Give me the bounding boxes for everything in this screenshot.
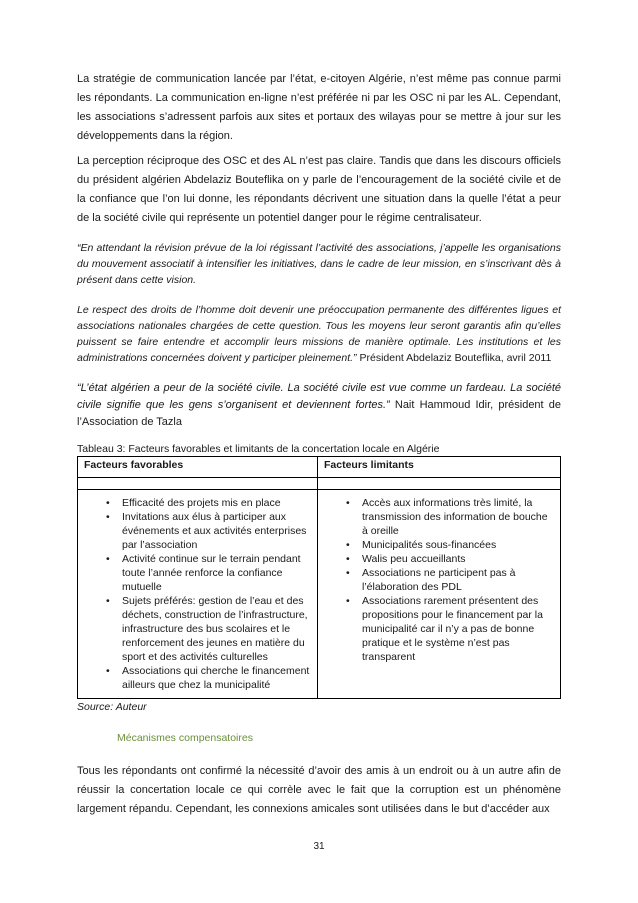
table-row [78,490,561,699]
table-caption: Tableau 3: Facteurs favorables et limitants de la concertation locale en Algérie [77,443,440,455]
quote-tazla [77,380,561,431]
table-header-row [78,457,561,478]
quote-bouteflika-attribution: Président Abdelaziz Bouteflika, avril 2011 [356,352,552,364]
section-title-compensatory-mechanisms: Mécanismes compensatoires [117,732,253,744]
header-limiting-factors: Facteurs limitants [318,457,561,478]
header-favorable-factors: Facteurs favorables [78,457,318,478]
list-item: • Accès aux informations très limité, la transmission des information de bouche à oreille [322,496,556,538]
favorable-factors-list [82,496,313,692]
favorable-factors-cell [78,490,318,699]
paragraph-respondents-friends: Tous les répondants ont confirmé la nécessité d’avoir des amis à un endroit ou à un autre afin de réussir la concertation locale ce qui corrèle avec le fait que la corruption est un phénomène largement répandu. Cependant, les connexions amicales sont utilisées dans le but d’accéder aux [77,765,561,815]
list-item: • Walis peu accueillants [322,552,556,566]
document-page [77,70,561,819]
table-spacer-cell [78,478,318,490]
quote-bouteflika-part2 [77,302,561,366]
table-spacer-cell [318,478,561,490]
limiting-factors-cell [318,490,561,699]
factors-table [77,456,561,699]
table-source: Source: Auteur [77,701,147,713]
list-item: • Efficacité des projets mis en place [82,496,313,510]
list-item: • Associations rarement présentent des propositions pour le financement par la municipalité car il n’y a pas de bonne pratique et le système n’est pas transparent [322,594,556,664]
list-item: • Municipalités sous-financées [322,538,556,552]
paragraph-reciprocal-perception: La perception réciproque des OSC et des AL n’est pas claire. Tandis que dans les discours officiels du président algérien Abdelaziz Bouteflika on y parle de l’encouragement de la société civile et de la confiance que l’on lui donne, les répondants décrivent une situation dans la quelle l’état a peur de la société civile qui représente un potentiel danger pour le régime centralisateur. [77,155,561,224]
table-spacer-row [78,478,561,490]
quote-tazla-attribution: Nait Hammoud Idir, président de l’Association de Tazla [77,399,561,428]
list-item: • Sujets préférés: gestion de l’eau et des déchets, construction de l’infrastructure, infrastructure des bus scolaires et le renforcement des jeunes en matière du sport et des activités culturelles [82,594,313,664]
paragraph-communication-strategy: La stratégie de communication lancée par l’état, e-citoyen Algérie, n’est même pas connue parmi les répondants. La communication en-ligne n’est préférée ni par les OSC ni par les AL. Cependant, les associations s’adressent parfois aux sites et portaux des wilayas pour se mettre à jour sur les développements dans la région. [77,73,561,142]
page-number: 31 [313,841,325,852]
quote-bouteflika-text: Le respect des droits de l’homme doit devenir une préoccupation permanente des différentes ligues et associations nationales chargées de cette question. Tous les moyens leur seront garantis afin qu’elles puissent se faire entendre et accomplir leurs missions de manière optimale. Les institutions et les administrations concernées doivent y participer pleinement.” [77,304,561,364]
list-item: • Associations ne participent pas à l’élaboration des PDL [322,566,556,594]
list-item: • Associations qui cherche le financement ailleurs que chez la municipalité [82,664,313,692]
list-item: • Activité continue sur le terrain pendant toute l’année renforce la confiance mutuelle [82,552,313,594]
quote-bouteflika-part1: “En attendant la révision prévue de la loi régissant l’activité des associations, j’appelle les organisations du mouvement associatif à intensifier les initiatives, dans le cadre de leur mission, en s’inscrivant dès à présent dans cette vision. [77,242,561,286]
quote-tazla-text: “L’état algérien a peur de la société civile. La société civile est vue comme un fardeau. La société civile signifie que les gens s’organisent et deviennent fortes.” [77,382,561,411]
limiting-factors-list [322,496,556,664]
list-item: • Invitations aux élus à participer aux événements et aux activités enterprises par l’association [82,510,313,552]
